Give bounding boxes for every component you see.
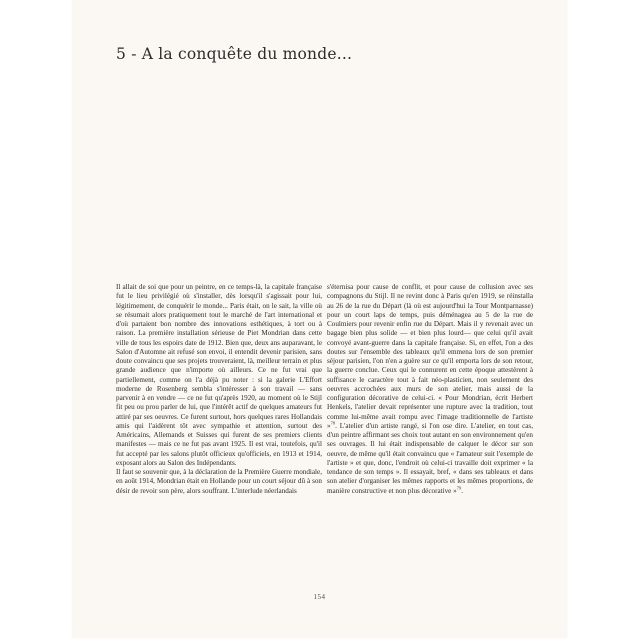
text-column-right: [327, 283, 533, 496]
body-paragraph: Il faut se souvenir que, à la déclaration de la Première Guerre mondiale, en août 1914, Mondrian était en Hollande pour un court séjour dû à son désir de revoir son père, alors souffrant. L'interlude néerlandais: [116, 468, 322, 495]
book-page: [72, 0, 567, 638]
footnote-ref-79: 79: [456, 485, 462, 491]
page-number: 154: [313, 593, 326, 601]
body-paragraph: [327, 283, 533, 496]
body-paragraph: Il allait de soi que pour un peintre, en ce temps-là, la capitale française fut le lieu privilégié où s'installer, dès lorsqu'il s'agissait pour lui, légitimement, de conquérir le monde... Paris était, on le sait, la ville où se résumait alors pratiquement tout le marché de l'art international et d'où partaient bon nombre des innovations esthétiques, à tort ou à raison. La première installation sérieuse de Piet Mondrian dans cette ville de tous les espoirs date de 1912. Bien que, deux ans auparavant, le Salon d'Automne ait refusé son envoi, il entendit devenir parisien, sans doute convaincu que ses projets trouveraient, là, meilleur terrain et plus grande audience que n'importe où ailleurs. Ce ne fut vrai que partiellement, comme on l'a déjà pu noter : si la galerie L'Effort moderne de Rosenberg sembla s'intéresser à son travail — sans parvenir à en vendre — ce ne fut qu'après 1920, au moment où le Stijl fit peu ou prou parler de lui, que l'intérêt actif de quelques amateurs fut attiré par ses oeuvres. Ce furent surtout, hors quelques rares Hollandais amis qui l'aidèrent tôt avec sympathie et attention, surtout des Américains, Allemands et Suisses qui furent de ses premiers clients manifestes — mais ce ne fut pas avant 1925. Il est vrai, toutefois, qu'il fut accepté par les salons plutôt officieux qu'officiels, en 1913 et 1914, exposant alors au Salon des Indépendants.: [116, 283, 322, 467]
chapter-title: 5 - A la conquête du monde...: [116, 45, 353, 63]
body-text: . L'atelier d'un artiste rangé, si l'on ose dire. L'atelier, en tout cas, d'un peintre affirmant ses choix tout autant en son environnement qu'en ses ouvrages. Il lui était indispensable de calquer le décor sur son oeuvre, de même qu'il était convaincu que « l'amateur suit l'exemple de l'artiste » et que, donc, l'endroit où celui-ci travaille doit exprimer « la tendance de son temps ». Il essayait, bref, « dans ses tableaux et dans son atelier d'organiser les mêmes rapports et les mêmes proportions, de manière constructive et non plus décorative »: [327, 421, 533, 495]
footnote-ref-78: 78: [330, 420, 336, 426]
body-text: .: [461, 486, 463, 495]
text-column-left: [116, 283, 322, 496]
body-text: s'éternisa pour cause de conflit, et pour cause de collusion avec ses compagnons du Stijl. Il ne revint donc à Paris qu'en 1919, se réinstalla au 26 de la rue du Départ (là où est aujourd'hui la Tour Montparnasse) pour un court laps de temps, puis déménagea au 5 de la rue de Coulmiers pour revenir enfin rue du Départ. Mais il y revenait avec un bagage bien plus solide — et bien plus lourd— que celui qu'il avait convoyé avant-guerre dans la capitale française. Si, en effet, l'on a des doutes sur l'ensemble des tableaux qu'il emmena lors de son premier séjour parisien, l'on n'en a guère sur ce qu'il emporta lors de son retour, la guerre conclue. Ceux qui le connurent en cette époque attestèrent à suffisance le caractère tout à fait néo-plasticien, non seulement des oeuvres accrochées aux murs de son atelier, mais aussi de la configuration décorative de celui-ci. « Pour Mondrian, écrit Herbert Henkels, l'atelier devait représenter une rupture avec la tradition, tout comme lui-même avait rompu avec l'image traditionnelle de l'artiste »: [327, 283, 533, 430]
